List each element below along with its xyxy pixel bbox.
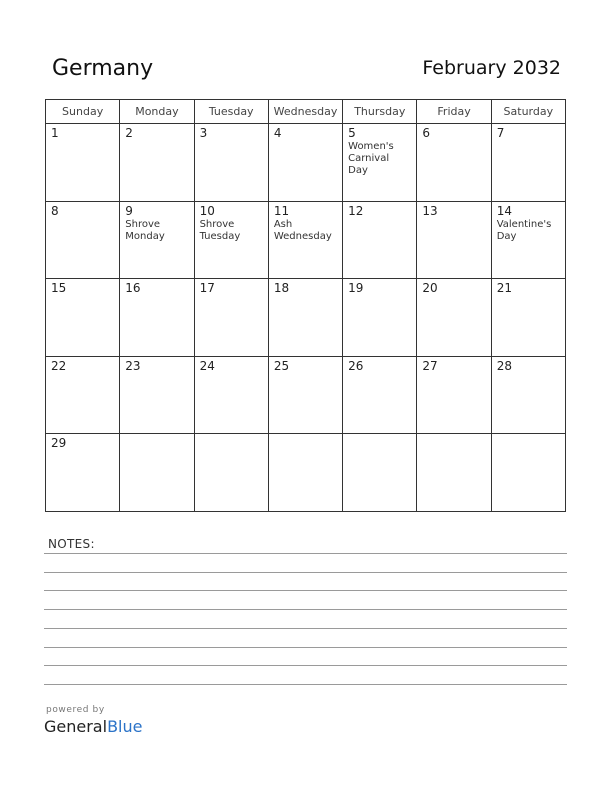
day-number: 8: [51, 203, 59, 218]
day-cell: [417, 279, 491, 357]
note-line: [44, 684, 567, 685]
day-cell: [195, 357, 269, 435]
note-line: [44, 665, 567, 666]
day-number: 29: [51, 436, 67, 451]
day-cell: [195, 434, 269, 512]
note-line: [44, 590, 567, 591]
day-cell: [46, 434, 120, 512]
day-cell: [120, 434, 194, 512]
day-cell: [269, 357, 343, 435]
day-number: 9: [125, 203, 133, 218]
day-number: 14: [496, 203, 512, 218]
day-cell: [492, 202, 566, 280]
day-cell: [492, 357, 566, 435]
day-cell: [343, 279, 417, 357]
day-cell: [417, 124, 491, 202]
day-number: 23: [125, 358, 141, 373]
weekday-header-thursday: Thursday: [343, 100, 417, 124]
day-number: 2: [125, 126, 133, 140]
day-cell: [120, 279, 194, 357]
weekday-header-saturday: Saturday: [492, 100, 566, 124]
day-cell: [269, 124, 343, 202]
day-number: 3: [199, 126, 208, 140]
day-number: 12: [348, 203, 364, 218]
day-number: 10: [199, 203, 215, 218]
note-line: [44, 647, 567, 648]
holiday-label: Ash Wednesday: [273, 218, 332, 242]
day-number: 7: [496, 126, 505, 140]
day-number: 17: [199, 281, 215, 296]
day-cell: [343, 202, 417, 280]
day-cell: [269, 279, 343, 357]
day-cell: [269, 202, 343, 280]
note-line: [44, 628, 567, 629]
day-cell: [120, 202, 194, 280]
day-cell: [417, 434, 491, 512]
day-cell: [343, 357, 417, 435]
weekday-header-friday: Friday: [417, 100, 491, 124]
day-cell: [120, 124, 194, 202]
note-line: [44, 553, 567, 554]
day-number: 1: [51, 126, 59, 140]
day-number: 16: [125, 281, 141, 296]
note-line: [44, 572, 567, 573]
brand-blue: Blue: [107, 717, 143, 736]
weekday-header-wednesday: Wednesday: [269, 100, 343, 124]
day-cell: [46, 357, 120, 435]
weekday-header-sunday: Sunday: [46, 100, 120, 124]
day-number: 27: [422, 358, 438, 373]
powered-by-text: powered by: [46, 705, 105, 715]
holiday-label: Shrove Tuesday: [199, 218, 241, 242]
day-cell: [46, 124, 120, 202]
day-cell: [195, 124, 269, 202]
day-cell: [343, 434, 417, 512]
weekday-header-tuesday: Tuesday: [195, 100, 269, 124]
day-number: 15: [51, 281, 67, 296]
day-cell: [269, 434, 343, 512]
day-number: 24: [199, 358, 215, 373]
day-number: 20: [422, 281, 438, 296]
brand-general: General: [44, 717, 108, 736]
day-number: 11: [273, 203, 290, 218]
day-cell: [195, 279, 269, 357]
calendar-grid: [45, 99, 566, 512]
weekday-header-monday: Monday: [120, 100, 194, 124]
day-number: 25: [273, 358, 290, 373]
holiday-label: Valentine's Day: [496, 218, 552, 242]
day-number: 13: [422, 203, 438, 218]
day-cell: [343, 124, 417, 202]
day-cell: [492, 434, 566, 512]
day-number: 28: [496, 358, 512, 373]
day-cell: [492, 124, 566, 202]
day-cell: [492, 279, 566, 357]
day-cell: [120, 357, 194, 435]
holiday-label: Women's Carnival Day: [348, 141, 394, 176]
day-cell: [46, 202, 120, 280]
day-number: 18: [273, 281, 290, 296]
generalblue-logo[interactable]: [44, 717, 142, 736]
note-line: [44, 609, 567, 610]
holiday-label: Shrove Monday: [125, 218, 165, 242]
country-title: Germany: [52, 56, 154, 81]
day-number: 6: [422, 126, 431, 140]
day-cell: [195, 202, 269, 280]
day-cell: [46, 279, 120, 357]
month-year-title: February 2032: [422, 57, 561, 79]
day-number: 26: [348, 358, 364, 373]
notes-label: NOTES:: [48, 537, 95, 551]
day-number: 22: [51, 358, 67, 373]
day-number: 19: [348, 281, 364, 296]
day-cell: [417, 202, 491, 280]
day-cell: [417, 357, 491, 435]
day-number: 21: [496, 281, 512, 296]
day-number: 4: [273, 126, 282, 140]
day-number: 5: [348, 126, 356, 140]
